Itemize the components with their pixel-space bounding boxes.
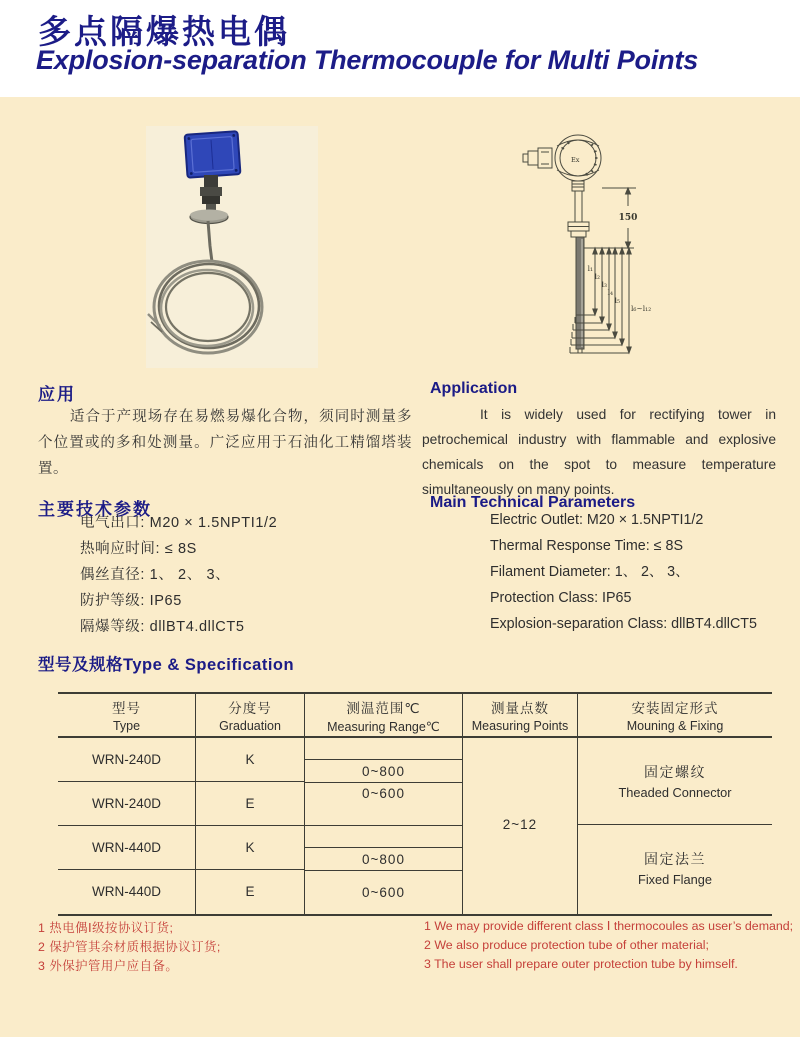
col-mounting-zh: 安装固定形式 (631, 701, 719, 716)
parameters-heading-en: Main Technical Parameters (430, 494, 636, 511)
drawing-lines (523, 135, 636, 353)
range-cell-empty (305, 738, 462, 759)
application-body-en: It is widely used for rectifying tower in petrochemical industry with flammable and explosive chemicals on the spot to measure temperature simultaneously on many points. (422, 407, 776, 497)
col-type-en: Type (112, 719, 141, 733)
spec-header-points (463, 694, 577, 738)
spec-col-type (58, 694, 195, 914)
col-range-zh: 测温范围℃ (346, 700, 421, 716)
mounting-cell-threaded (578, 738, 772, 824)
range-cell-empty (305, 825, 462, 847)
dim-l2-label: l₂ (594, 272, 600, 281)
col-type-zh: 型号 (112, 701, 141, 716)
col-points-en: Measuring Points (471, 719, 569, 733)
col-graduation-zh: 分度号 (228, 701, 272, 716)
graduation-cell: K (196, 825, 304, 869)
thermocouple-technical-drawing (492, 118, 712, 380)
spec-col-points (462, 694, 577, 914)
stem-neck (204, 175, 218, 187)
param-zh-thermal-response: 热响应时间: ≤ 8S (80, 541, 197, 557)
footnote-en-1: 1 We may provide different class Ⅰ thermocoules as user’s demand; (424, 919, 794, 933)
graduation-cell: E (196, 869, 304, 913)
range-cell: 0~600 (305, 870, 462, 914)
footnote-zh-3: 3 外保护管用户应自备。 (38, 959, 179, 973)
table-row: WRN-440D (58, 825, 195, 869)
footnotes-en (424, 917, 793, 974)
measuring-points-cell: 2~12 (502, 816, 538, 832)
junction-box (185, 131, 241, 178)
spec-table (58, 692, 772, 916)
dim-l5-label: l₅ (614, 296, 620, 305)
param-zh-electric-outlet: 电气出口: M20 × 1.5NPTI1/2 (80, 515, 278, 531)
mounting-threaded-zh: 固定螺纹 (644, 764, 706, 780)
param-zh-protection-class: 防护等级: IP65 (80, 593, 182, 609)
spec-header-range (305, 694, 462, 738)
application-heading-zh: 应用 (38, 385, 76, 404)
range-cell: 0~600 (305, 782, 462, 825)
range-cell: 0~800 (305, 847, 462, 870)
dim-l4-label: l₄ (607, 288, 613, 297)
param-en-explosion-class: Explosion-separation Class: dllBT4.dllCT5 (490, 616, 757, 632)
dim-150-label: 150 (618, 213, 638, 223)
table-row: WRN-440D (58, 869, 195, 913)
footnote-zh-1: 1 热电偶Ⅰ级按协议订货; (38, 921, 174, 935)
spec-header-type (58, 694, 195, 738)
param-en-electric-outlet: Electric Outlet: M20 × 1.5NPTI1/2 (490, 512, 704, 528)
spec-col-mounting (577, 694, 772, 914)
mounting-cell-flange (578, 824, 772, 910)
graduation-cell: K (245, 752, 255, 767)
footnotes-zh (38, 919, 221, 976)
mounting-threaded-en: Theaded Connector (618, 785, 732, 800)
param-en-protection-class: Protection Class: IP65 (490, 590, 632, 606)
parameters-list-zh (80, 514, 277, 644)
graduation-cell: E (196, 781, 304, 825)
mounting-flange-en: Fixed Flange (638, 871, 712, 887)
dim-l1-label: l₁ (587, 264, 593, 273)
spec-col-range (304, 694, 462, 914)
range-cell: 0~800 (305, 759, 462, 782)
ex-mark-label: Ex (571, 156, 580, 164)
thermocouple-product-photo (146, 126, 318, 368)
col-graduation-en: Graduation (219, 719, 281, 733)
spec-header-graduation (196, 694, 304, 738)
page-title-en: Explosion-separation Thermocouple for Multi Points (36, 45, 699, 75)
param-zh-filament-diameter: 偶丝直径: 1、 2、 3、 (80, 567, 231, 583)
footnote-en-2: 2 We also produce protection tube of other material; (424, 938, 709, 952)
col-range-en: Measuring Range℃ (327, 719, 440, 734)
spec-section-heading: 型号及规格Type & Specification (38, 656, 295, 674)
parameters-list-en (490, 511, 757, 641)
parameters-heading-zh: 主要技术参数 (38, 500, 152, 519)
col-mounting-en: Mouning & Fixing (626, 719, 724, 733)
table-row: WRN-240D (58, 781, 195, 825)
application-heading-en: Application (430, 380, 518, 397)
footnote-zh-2: 2 保护管其余材质根据协议订货; (38, 940, 221, 954)
page-title-zh: 多点隔爆热电偶 (38, 13, 290, 50)
dim-l3-label: l₃ (601, 280, 607, 289)
footnote-en-3: 3 The user shall prepare outer protection tube by himself. (424, 957, 738, 971)
dim-l6-l12-label: l₆~l₁₂ (631, 304, 652, 313)
param-en-filament-diameter: Filament Diameter: 1、 2、 3、 (490, 564, 690, 580)
param-en-thermal-response: Thermal Response Time: ≤ 8S (490, 538, 683, 554)
mounting-flange-zh: 固定法兰 (644, 850, 706, 867)
table-row: WRN-240D (91, 752, 161, 767)
param-zh-explosion-class: 隔爆等级: dllBT4.dllCT5 (80, 619, 245, 635)
application-body-zh: 适合于产现场存在易燃易爆化合物，须同时测量多个位置或的多和处测量。广泛应用于石油化工精馏塔装置。 (38, 409, 412, 477)
spec-col-graduation (195, 694, 304, 914)
spec-header-mounting (578, 694, 772, 738)
col-points-zh: 测量点数 (491, 701, 549, 716)
